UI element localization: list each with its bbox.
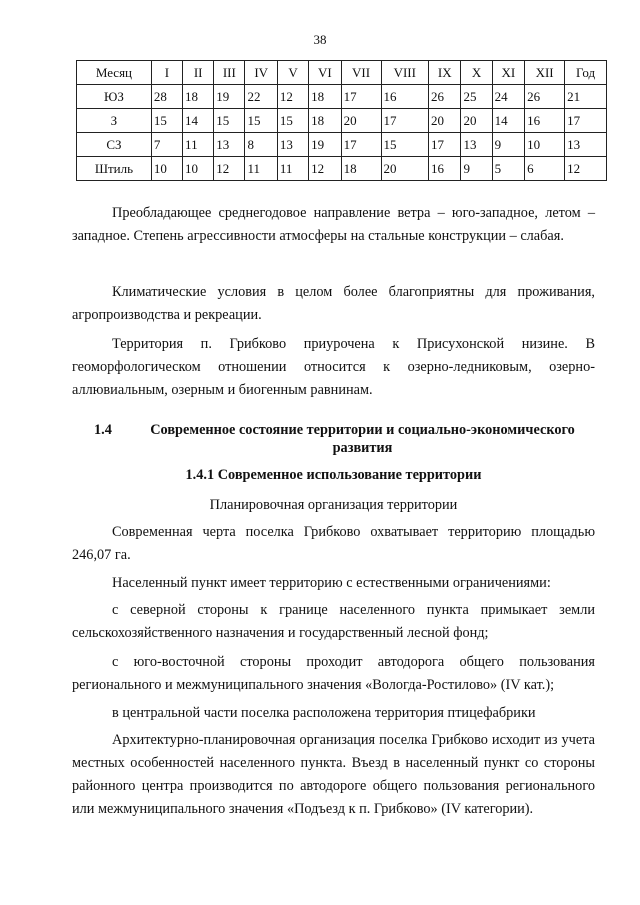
table-header-cell: IX [429, 61, 461, 85]
paragraph-center: в центральной части поселка расположена территория птицефабрики [112, 705, 536, 721]
table-cell: 16 [429, 157, 461, 181]
table-cell: 17 [341, 85, 381, 109]
table-cell: 10 [525, 133, 565, 157]
table-cell: 21 [565, 85, 607, 109]
table-cell: 16 [381, 85, 428, 109]
table-row [77, 133, 607, 157]
table-cell: 11 [183, 133, 214, 157]
table-cell: 7 [151, 133, 182, 157]
table-cell: 13 [461, 133, 492, 157]
table-cell: 11 [277, 157, 308, 181]
table-cell: 19 [214, 85, 245, 109]
table-cell: 20 [381, 157, 428, 181]
table-cell: 15 [277, 109, 308, 133]
table-cell: 12 [565, 157, 607, 181]
table-cell: 20 [461, 109, 492, 133]
table-cell: 28 [151, 85, 182, 109]
table-cell: 18 [341, 157, 381, 181]
table-cell: 18 [309, 109, 341, 133]
paragraph-area: Современная черта поселка Грибково охватывает территорию площадью 246,07 га. [72, 524, 595, 563]
table-cell: 12 [277, 85, 308, 109]
table-cell: 13 [565, 133, 607, 157]
table-cell: 17 [341, 133, 381, 157]
table-header-cell: XII [525, 61, 565, 85]
paragraph-climate: Климатические условия в целом более благоприятны для проживания, агропроизводства и рекреации. [72, 284, 595, 323]
table-cell: 26 [429, 85, 461, 109]
table-cell: 22 [245, 85, 277, 109]
table-cell: 8 [245, 133, 277, 157]
table-header-cell: V [277, 61, 308, 85]
table-header-cell: II [183, 61, 214, 85]
table-header-cell: VII [341, 61, 381, 85]
table-row [77, 157, 607, 181]
subsection-heading: 1.4.1 Современное использование территории [185, 467, 482, 483]
table-header-cell: Год [565, 61, 607, 85]
table-cell: 17 [565, 109, 607, 133]
table-cell: 10 [151, 157, 182, 181]
paragraph-wind: Преобладающее среднегодовое направление ветра – юго-западное, летом – западное. Степень агрессивности атмосферы на стальные конструкции – слабая. [72, 205, 595, 244]
table-cell: 17 [381, 109, 428, 133]
table-row [77, 85, 607, 109]
table-cell: 14 [492, 109, 524, 133]
table-cell: 20 [429, 109, 461, 133]
table-row-label: Штиль [77, 157, 152, 181]
table-body [77, 85, 607, 181]
table-cell: 11 [245, 157, 277, 181]
table-cell: 19 [309, 133, 341, 157]
section-title: Современное состояние территории и социально-экономического развития [150, 422, 575, 456]
table-cell: 26 [525, 85, 565, 109]
paragraph-planning: Архитектурно-планировочная организация поселка Грибково исходит из учета местных особенностей населенного пункта. Въезд в населенный пункт со стороны районного центра производится по автодороге общего пользования регионального или межмуниципального значения «Подъезд к п. Грибково» (IV категории). [72, 732, 595, 817]
table-cell: 18 [183, 85, 214, 109]
table-header-cell: III [214, 61, 245, 85]
table-cell: 16 [525, 109, 565, 133]
table-cell: 5 [492, 157, 524, 181]
table-cell: 15 [245, 109, 277, 133]
table-cell: 12 [309, 157, 341, 181]
table-cell: 13 [277, 133, 308, 157]
table-cell: 9 [492, 133, 524, 157]
table-row [77, 109, 607, 133]
table-cell: 14 [183, 109, 214, 133]
table-cell: 15 [381, 133, 428, 157]
table-header-cell: IV [245, 61, 277, 85]
table-cell: 25 [461, 85, 492, 109]
table-header-cell: Месяц [77, 61, 152, 85]
table-cell: 18 [309, 85, 341, 109]
table-cell: 12 [214, 157, 245, 181]
table-cell: 6 [525, 157, 565, 181]
wind-direction-table [76, 60, 607, 181]
table-header-cell: X [461, 61, 492, 85]
table-cell: 15 [214, 109, 245, 133]
table-cell: 9 [461, 157, 492, 181]
table-header-cell: XI [492, 61, 524, 85]
table-header-row [77, 61, 607, 85]
table-cell: 13 [214, 133, 245, 157]
section-number: 1.4 [94, 422, 112, 438]
table-row-label: СЗ [77, 133, 152, 157]
page-number: 38 [313, 32, 327, 47]
table-header-cell: I [151, 61, 182, 85]
table-header-cell: VIII [381, 61, 428, 85]
table-cell: 15 [151, 109, 182, 133]
table-cell: 17 [429, 133, 461, 157]
paragraph-restrictions: Населенный пункт имеет территорию с естественными ограничениями: [112, 575, 551, 591]
table-row-label: ЮЗ [77, 85, 152, 109]
paragraph-north: с северной стороны к границе населенного пункта примыкает земли сельскохозяйственного назначения и государственный лесной фонд; [72, 602, 595, 641]
paragraph-southeast: с юго-восточной стороны проходит автодорога общего пользования регионального и межмуниципального значения «Вологда-Ростилово» (IV кат.); [72, 654, 595, 693]
table-cell: 24 [492, 85, 524, 109]
table-row-label: З [77, 109, 152, 133]
table-header-cell: VI [309, 61, 341, 85]
table-cell: 10 [183, 157, 214, 181]
section-heading [72, 421, 595, 457]
table-cell: 20 [341, 109, 381, 133]
subtitle: Планировочная организация территории [209, 497, 458, 513]
paragraph-geomorphology: Территория п. Грибково приурочена к Присухонской низине. В геоморфологическом отношении относится к озерно-ледниковым, озерно-аллювиальным, озерным и биогенным равнинам. [72, 336, 595, 398]
